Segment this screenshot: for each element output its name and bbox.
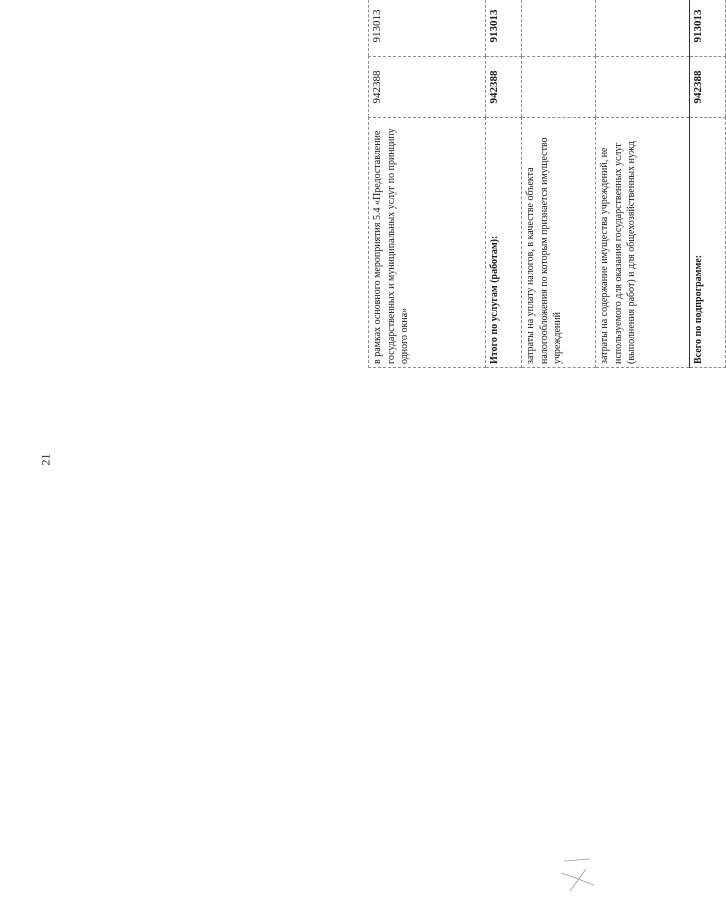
table-row [486,0,522,368]
code-cell [596,0,690,57]
code-cell: 942388 [369,57,486,118]
code-cell [522,0,596,57]
code-cell [596,57,690,118]
page-number: 21 [38,453,53,466]
code-cell: 942388 [486,57,522,118]
table-row [690,0,726,368]
row-label: в рамках основного мероприятия 5.4 «Предоставление государственных и муниципальных услуг по принципу одного окна» [369,118,486,368]
row-label: затраты на содержание имущества учреждений, не используемого для оказания государственных услуг (выполнения работ) и для общехозяйственных нужд [596,118,690,368]
budget-table [368,0,726,368]
code-cell [522,57,596,118]
pen-mark-icon [560,855,610,895]
row-label: затраты на уплату налогов, в качестве объекта налогообложения по которым признается имущество учреждений [522,118,596,368]
code-cell: 913013 [486,0,522,57]
code-cell: 942388 [690,57,726,118]
code-cell: 913013 [690,0,726,57]
table-row [596,0,690,368]
table-row [369,0,486,368]
table-row [522,0,596,368]
row-label: Всего по подпрограмме: [690,118,726,368]
row-label: Итого по услугам (работам): [486,118,522,368]
code-cell: 913013 [369,0,486,57]
budget-table-rotated [368,0,704,368]
